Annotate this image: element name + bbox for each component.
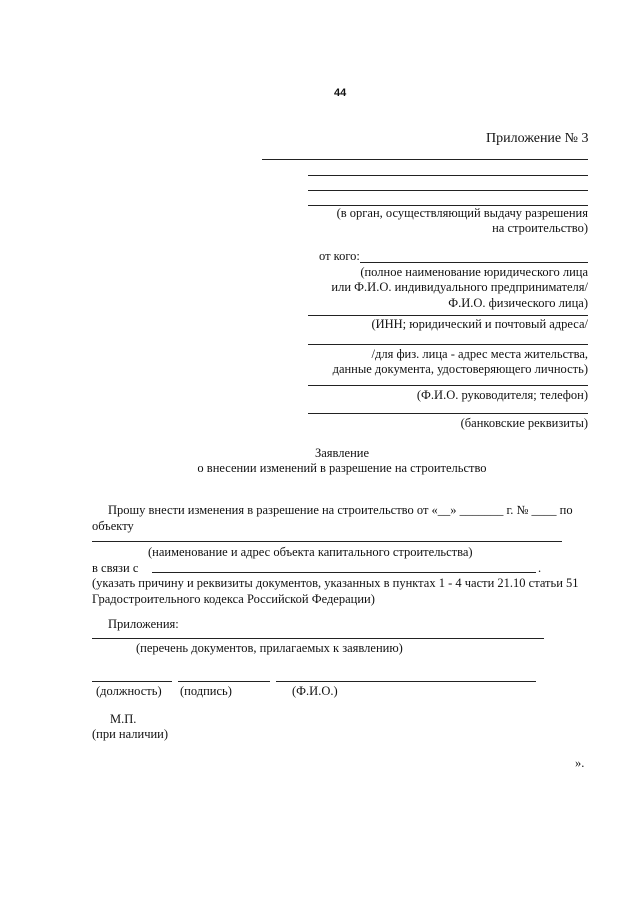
reason-period: . bbox=[538, 561, 542, 575]
stamp-note: (при наличии) bbox=[92, 727, 169, 741]
reason-caption-1: (указать причину и реквизиты документов, указанных в пунктах 1 - 4 части 21.10 статьи 51 bbox=[92, 576, 579, 590]
fio-caption: (Ф.И.О.) bbox=[292, 684, 338, 698]
closing-quote: ». bbox=[575, 756, 585, 770]
phys-caption-1: /для физ. лица - адрес места жительства, bbox=[371, 347, 588, 361]
request-text: Прошу внести изменения в разрешение на строительство от «__» _______ г. № ____ по bbox=[108, 503, 573, 517]
organ-caption-1: (в орган, осуществляющий выдачу разрешения bbox=[336, 206, 588, 220]
document-title: Заявление bbox=[314, 446, 369, 460]
attachments-label: Приложения: bbox=[108, 617, 179, 631]
organ-line-1 bbox=[262, 159, 588, 160]
inn-line bbox=[308, 315, 588, 316]
bank-line bbox=[308, 413, 588, 414]
organ-line-2 bbox=[308, 175, 588, 176]
position-caption: (должность) bbox=[96, 684, 162, 698]
phys-caption-2: данные документа, удостоверяющего личность) bbox=[332, 362, 588, 376]
phys-line bbox=[308, 344, 588, 345]
applicant-caption-2: или Ф.И.О. индивидуального предпринимателя/ bbox=[331, 280, 588, 294]
from-line bbox=[360, 262, 588, 263]
page-number: 44 bbox=[334, 87, 347, 99]
applicant-caption-3: Ф.И.О. физического лица) bbox=[448, 296, 588, 310]
position-line bbox=[92, 681, 172, 682]
applicant-caption-1: (полное наименование юридического лица bbox=[360, 265, 588, 279]
object-word: объекту bbox=[92, 519, 134, 533]
fio-line bbox=[276, 681, 536, 682]
inn-caption: (ИНН; юридический и почтовый адреса/ bbox=[371, 317, 588, 331]
document-subtitle: о внесении изменений в разрешение на строительство bbox=[197, 461, 487, 475]
signature-caption: (подпись) bbox=[180, 684, 232, 698]
reason-line bbox=[152, 572, 536, 573]
in-connection-label: в связи с bbox=[92, 561, 139, 575]
appendix-label: Приложение № 3 bbox=[486, 131, 589, 146]
object-line bbox=[92, 541, 562, 542]
signature-line bbox=[178, 681, 270, 682]
bank-caption: (банковские реквизиты) bbox=[460, 416, 588, 430]
organ-caption-2: на строительство) bbox=[492, 221, 588, 235]
object-caption: (наименование и адрес объекта капитального строительства) bbox=[148, 545, 473, 559]
reason-caption-2: Градостроительного кодекса Российской Федерации) bbox=[92, 592, 375, 606]
attachments-line bbox=[92, 638, 544, 639]
organ-line-3 bbox=[308, 190, 588, 191]
head-line bbox=[308, 385, 588, 386]
stamp-label: М.П. bbox=[110, 712, 137, 726]
attachments-caption: (перечень документов, прилагаемых к заявлению) bbox=[136, 641, 403, 655]
from-label: от кого: bbox=[319, 249, 360, 263]
head-caption: (Ф.И.О. руководителя; телефон) bbox=[416, 388, 588, 402]
